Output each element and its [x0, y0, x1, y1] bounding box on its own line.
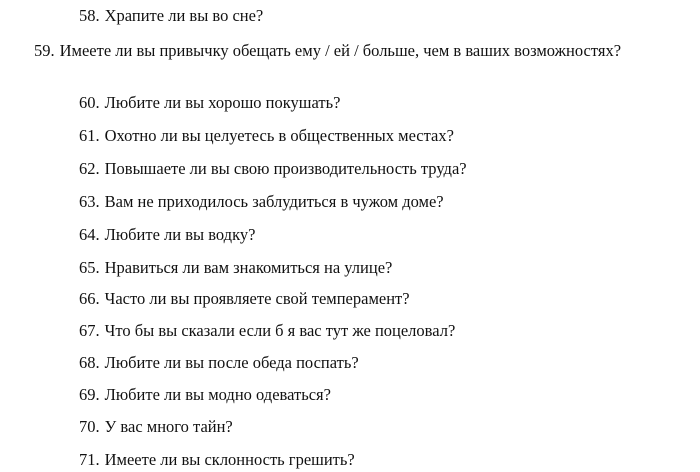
question-58 [79, 6, 693, 26]
question-number: 59. [34, 41, 55, 60]
question-61 [79, 126, 693, 146]
question-number: 69. [79, 385, 100, 404]
question-63 [79, 192, 693, 212]
question-number: 68. [79, 353, 100, 372]
question-number: 67. [79, 321, 100, 340]
question-62 [79, 159, 693, 179]
question-number: 70. [79, 417, 100, 436]
question-69 [79, 385, 693, 405]
question-number: 63. [79, 192, 100, 211]
question-60 [79, 93, 693, 113]
question-text: Любите ли вы модно одеваться? [104, 385, 331, 404]
question-59 [0, 41, 649, 61]
question-number: 61. [79, 126, 100, 145]
question-text: Любите ли вы водку? [104, 225, 256, 244]
question-number: 71. [79, 450, 100, 469]
question-text: У вас много тайн? [104, 417, 233, 436]
question-70 [79, 417, 693, 437]
question-text: Любите ли вы после обеда поспать? [104, 353, 359, 372]
question-text: Часто ли вы проявляете свой темперамент? [104, 289, 410, 308]
question-number: 66. [79, 289, 100, 308]
question-text: Вам не приходилось заблудиться в чужом доме? [104, 192, 444, 211]
question-text: Нравиться ли вам знакомиться на улице? [104, 258, 393, 277]
question-text: Что бы вы сказали если б я вас тут же поцеловал? [104, 321, 456, 340]
question-text: Имеете ли вы склонность грешить? [104, 450, 355, 469]
question-number: 62. [79, 159, 100, 178]
question-67 [79, 321, 693, 341]
question-text: Охотно ли вы целуетесь в общественных местах? [104, 126, 454, 145]
question-text: Имеете ли вы привычку обещать ему / ей / больше, чем в ваших возможностях? [59, 41, 622, 60]
question-number: 58. [79, 6, 100, 25]
question-68 [79, 353, 693, 373]
question-number: 64. [79, 225, 100, 244]
question-number: 60. [79, 93, 100, 112]
question-66 [79, 289, 693, 309]
question-text: Храпите ли вы во сне? [104, 6, 264, 25]
question-text: Повышаете ли вы свою производительность труда? [104, 159, 467, 178]
question-65 [79, 258, 693, 278]
question-text: Любите ли вы хорошо покушать? [104, 93, 341, 112]
question-number: 65. [79, 258, 100, 277]
question-64 [79, 225, 693, 245]
question-71 [79, 450, 693, 470]
